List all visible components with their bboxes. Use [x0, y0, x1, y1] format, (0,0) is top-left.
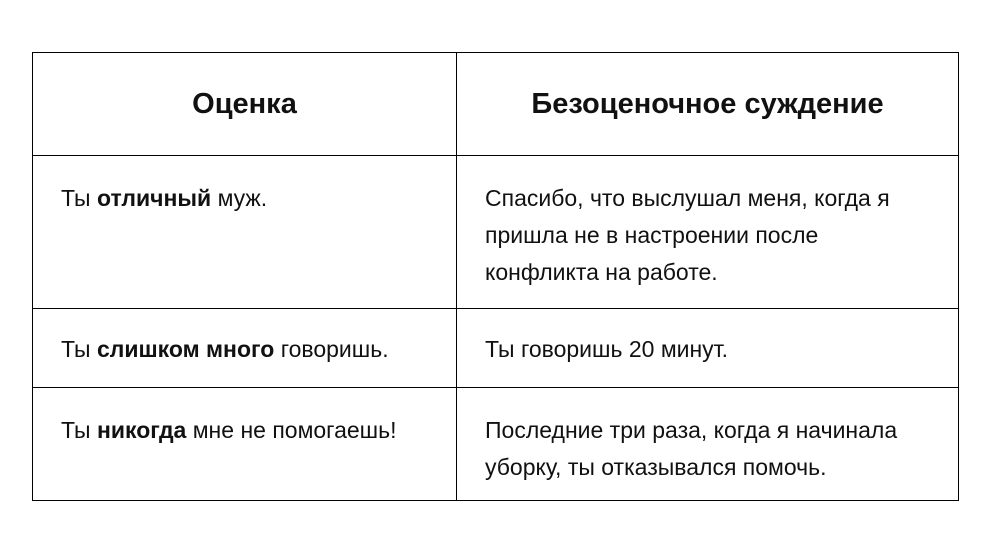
text-pre: Ты [61, 417, 97, 443]
observation-cell [457, 309, 959, 388]
text-pre: Ты [61, 185, 97, 211]
observation-cell [457, 156, 959, 309]
text-emphasis: слишком много [96, 336, 275, 362]
evaluation-text [33, 388, 456, 449]
header-row [33, 53, 959, 156]
observation-text: Ты говоришь 20 минут. [485, 336, 729, 362]
observation-cell [457, 388, 959, 501]
table-row [33, 156, 959, 309]
header-evaluation: Оценка [33, 53, 457, 156]
observation-text: Последние три раза, когда я начинала уборку, ты отказывался помочь. [485, 417, 898, 480]
observation-text: Спасибо, что выслушал меня, когда я пришла не в настроении после конфликта на работе. [485, 185, 890, 285]
comparison-table [32, 52, 959, 501]
evaluation-text [33, 309, 456, 368]
text-post: мне не помогаешь! [186, 417, 397, 443]
table-row [33, 309, 959, 388]
text-pre: Ты [61, 336, 97, 362]
evaluation-text [33, 156, 456, 217]
evaluation-cell [33, 309, 457, 388]
evaluation-cell [33, 156, 457, 309]
header-non-judgmental: Безоценочное суждение [457, 53, 959, 156]
table-row [33, 388, 959, 501]
text-post: муж. [211, 185, 268, 211]
evaluation-cell [33, 388, 457, 501]
text-post: говоришь. [274, 336, 389, 362]
text-emphasis: отличный [96, 185, 212, 211]
text-emphasis: никогда [96, 417, 187, 443]
